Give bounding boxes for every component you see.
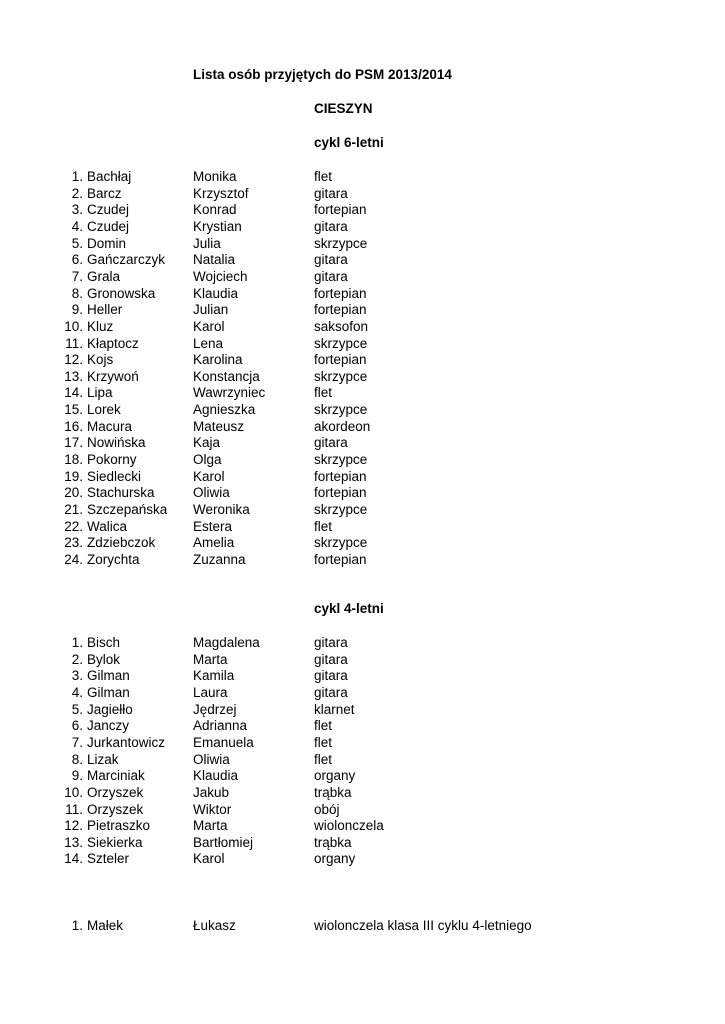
instrument: skrzypce — [314, 335, 368, 351]
row-number: 19. — [64, 468, 83, 484]
surname: Czudej — [87, 202, 130, 218]
list-item — [0, 269, 725, 286]
instrument: akordeon — [314, 418, 371, 434]
row-number: 1. — [71, 169, 83, 184]
first-name: Adrianna — [193, 718, 248, 734]
row-number: 14. — [64, 851, 83, 867]
first-name: Karol — [193, 318, 225, 334]
row-number: 24. — [64, 551, 83, 567]
list-item — [0, 552, 725, 569]
row-number: 4. — [71, 218, 83, 234]
instrument: gitara — [314, 268, 348, 284]
list-item — [0, 302, 725, 319]
instrument: flet — [314, 169, 333, 184]
first-name: Wiktor — [193, 801, 232, 817]
surname: Gańczarczyk — [87, 252, 166, 268]
instrument: organy — [314, 768, 356, 784]
list-item — [0, 485, 725, 502]
row-number: 6. — [71, 718, 83, 734]
row-number: 15. — [64, 402, 83, 418]
instrument: flet — [314, 518, 333, 534]
surname: Walica — [87, 518, 128, 534]
row-number: 7. — [71, 268, 83, 284]
cycle6-heading: cykl 6-letni — [314, 135, 384, 150]
list-item — [0, 385, 725, 402]
first-name: Weronika — [193, 502, 250, 517]
instrument: flet — [314, 751, 333, 767]
list-item — [0, 818, 725, 835]
row-number: 4. — [71, 684, 83, 700]
first-name: Karol — [193, 851, 225, 867]
instrument: fortepian — [314, 302, 367, 318]
row-number: 5. — [71, 235, 83, 251]
first-name: Marta — [193, 818, 228, 834]
surname: Małek — [87, 918, 124, 933]
first-name: Magdalena — [193, 635, 260, 650]
surname: Krzywoń — [87, 368, 139, 384]
list-item — [0, 718, 725, 735]
row-number: 2. — [71, 185, 83, 201]
first-name: Lena — [193, 335, 224, 351]
instrument: gitara — [314, 218, 348, 234]
row-number: 6. — [71, 252, 83, 268]
instrument: gitara — [314, 651, 348, 667]
first-name: Krystian — [193, 218, 242, 234]
list-item — [0, 219, 725, 236]
surname: Zorychta — [87, 551, 140, 567]
list-item — [0, 336, 725, 353]
instrument: fortepian — [314, 285, 367, 301]
surname: Stachurska — [87, 485, 155, 501]
row-number: 17. — [64, 435, 83, 451]
list-item — [0, 402, 725, 419]
surname: Orzyszek — [87, 801, 144, 817]
surname: Bylok — [87, 651, 121, 667]
first-name: Wawrzyniec — [193, 385, 266, 401]
surname: Zdziebczok — [87, 535, 156, 551]
surname: Pietraszko — [87, 818, 151, 834]
instrument: saksofon — [314, 318, 369, 334]
first-name: Wojciech — [193, 268, 248, 284]
surname: Szczepańska — [87, 502, 168, 517]
first-name: Karolina — [193, 352, 243, 368]
instrument: fortepian — [314, 202, 367, 218]
instrument: trąbka — [314, 784, 352, 800]
row-number: 8. — [71, 751, 83, 767]
instrument: skrzypce — [314, 502, 368, 517]
first-name: Jakub — [193, 784, 230, 800]
instrument: gitara — [314, 185, 348, 201]
surname: Janczy — [87, 718, 130, 734]
surname: Szteler — [87, 851, 130, 867]
instrument: flet — [314, 734, 333, 750]
list-item — [0, 652, 725, 669]
first-name: Oliwia — [193, 751, 230, 767]
first-name: Karol — [193, 468, 225, 484]
list-item — [0, 835, 725, 852]
list-item — [0, 502, 725, 519]
instrument: trąbka — [314, 834, 352, 850]
first-name: Łukasz — [193, 918, 236, 933]
row-number: 14. — [64, 385, 83, 401]
first-name: Emanuela — [193, 734, 254, 750]
row-number: 18. — [64, 452, 83, 468]
surname: Marciniak — [87, 768, 145, 784]
row-number: 2. — [71, 651, 83, 667]
list-item — [0, 535, 725, 552]
instrument: gitara — [314, 252, 348, 268]
cycle4-heading: cykl 4-letni — [314, 601, 384, 616]
instrument: skrzypce — [314, 368, 368, 384]
instrument: klarnet — [314, 701, 355, 717]
city-heading: CIESZYN — [314, 101, 373, 116]
surname: Jagiełło — [87, 701, 133, 717]
row-number: 5. — [71, 701, 83, 717]
instrument: skrzypce — [314, 402, 368, 418]
list-item — [0, 236, 725, 253]
surname: Siekierka — [87, 834, 143, 850]
instrument: flet — [314, 718, 333, 734]
list-item — [0, 435, 725, 452]
list-item — [0, 286, 725, 303]
first-name: Oliwia — [193, 485, 230, 501]
list-item — [0, 186, 725, 203]
surname: Jurkantowicz — [87, 734, 166, 750]
row-number: 20. — [64, 485, 83, 501]
first-name: Mateusz — [193, 418, 245, 434]
instrument: skrzypce — [314, 235, 368, 251]
first-name: Kamila — [193, 668, 235, 684]
row-number: 10. — [64, 784, 83, 800]
first-name: Agnieszka — [193, 402, 256, 418]
instrument: fortepian — [314, 551, 367, 567]
surname: Lipa — [87, 385, 113, 401]
list-item — [0, 851, 725, 868]
row-number: 23. — [64, 535, 83, 551]
row-number: 9. — [71, 302, 83, 318]
instrument: skrzypce — [314, 452, 368, 468]
row-number: 1. — [71, 635, 83, 650]
surname: Bisch — [87, 635, 121, 650]
list-item — [0, 352, 725, 369]
instrument: gitara — [314, 684, 348, 700]
instrument: gitara — [314, 668, 348, 684]
surname: Lorek — [87, 402, 121, 418]
surname: Barcz — [87, 185, 122, 201]
instrument: obój — [314, 801, 340, 817]
first-name: Jędrzej — [193, 701, 237, 717]
surname: Czudej — [87, 218, 130, 234]
first-name: Laura — [193, 684, 228, 700]
surname: Kluz — [87, 318, 114, 334]
instrument: fortepian — [314, 352, 367, 368]
list-item — [0, 735, 725, 752]
instrument: gitara — [314, 435, 348, 451]
instrument: fortepian — [314, 468, 367, 484]
first-name: Konstancja — [193, 368, 260, 384]
first-name: Estera — [193, 518, 233, 534]
row-number: 3. — [71, 202, 83, 218]
row-number: 21. — [64, 502, 83, 517]
row-number: 16. — [64, 418, 83, 434]
first-name: Zuzanna — [193, 551, 246, 567]
list-item — [0, 519, 725, 536]
surname: Lizak — [87, 751, 119, 767]
row-number: 12. — [64, 818, 83, 834]
row-number: 8. — [71, 285, 83, 301]
surname: Orzyszek — [87, 784, 144, 800]
first-name: Klaudia — [193, 768, 239, 784]
first-name: Kaja — [193, 435, 221, 451]
list-item — [0, 802, 725, 819]
surname: Gilman — [87, 684, 130, 700]
instrument: wiolonczela klasa III cyklu 4-letniego — [314, 918, 532, 933]
instrument: gitara — [314, 635, 348, 650]
list-item — [0, 202, 725, 219]
list-item — [0, 918, 725, 935]
row-number: 13. — [64, 834, 83, 850]
list-item — [0, 369, 725, 386]
list-item — [0, 785, 725, 802]
row-number: 10. — [64, 318, 83, 334]
instrument: flet — [314, 385, 333, 401]
row-number: 7. — [71, 734, 83, 750]
instrument: wiolonczela — [314, 818, 384, 834]
list-item — [0, 768, 725, 785]
list-item — [0, 635, 725, 652]
instrument: fortepian — [314, 485, 367, 501]
first-name: Amelia — [193, 535, 235, 551]
row-number: 3. — [71, 668, 83, 684]
row-number: 12. — [64, 352, 83, 368]
document-title: Lista osób przyjętych do PSM 2013/2014 — [193, 67, 452, 82]
first-name: Marta — [193, 651, 228, 667]
list-item — [0, 169, 725, 186]
row-number: 1. — [71, 918, 83, 933]
surname: Bachłaj — [87, 169, 132, 184]
first-name: Julian — [193, 302, 229, 318]
list-item — [0, 469, 725, 486]
surname: Kłaptocz — [87, 335, 139, 351]
first-name: Julia — [193, 235, 221, 251]
list-item — [0, 668, 725, 685]
first-name: Klaudia — [193, 285, 239, 301]
first-name: Krzysztof — [193, 185, 249, 201]
list-item — [0, 702, 725, 719]
list-item — [0, 752, 725, 769]
row-number: 9. — [71, 768, 83, 784]
first-name: Bartłomiej — [193, 834, 254, 850]
row-number: 22. — [64, 518, 83, 534]
row-number: 11. — [65, 335, 83, 351]
list-item — [0, 419, 725, 436]
first-name: Monika — [193, 169, 237, 184]
list-item — [0, 452, 725, 469]
instrument: organy — [314, 851, 356, 867]
first-name: Natalia — [193, 252, 236, 268]
list-item — [0, 252, 725, 269]
surname: Macura — [87, 418, 133, 434]
surname: Siedlecki — [87, 468, 142, 484]
surname: Gilman — [87, 668, 130, 684]
list-item — [0, 685, 725, 702]
surname: Domin — [87, 235, 127, 251]
surname: Kojs — [87, 352, 114, 368]
surname: Grala — [87, 268, 121, 284]
first-name: Konrad — [193, 202, 237, 218]
instrument: skrzypce — [314, 535, 368, 551]
row-number: 11. — [65, 801, 83, 817]
surname: Gronowska — [87, 285, 156, 301]
surname: Nowińska — [87, 435, 146, 451]
first-name: Olga — [193, 452, 222, 468]
surname: Heller — [87, 302, 123, 318]
row-number: 13. — [64, 368, 83, 384]
surname: Pokorny — [87, 452, 137, 468]
list-item — [0, 319, 725, 336]
